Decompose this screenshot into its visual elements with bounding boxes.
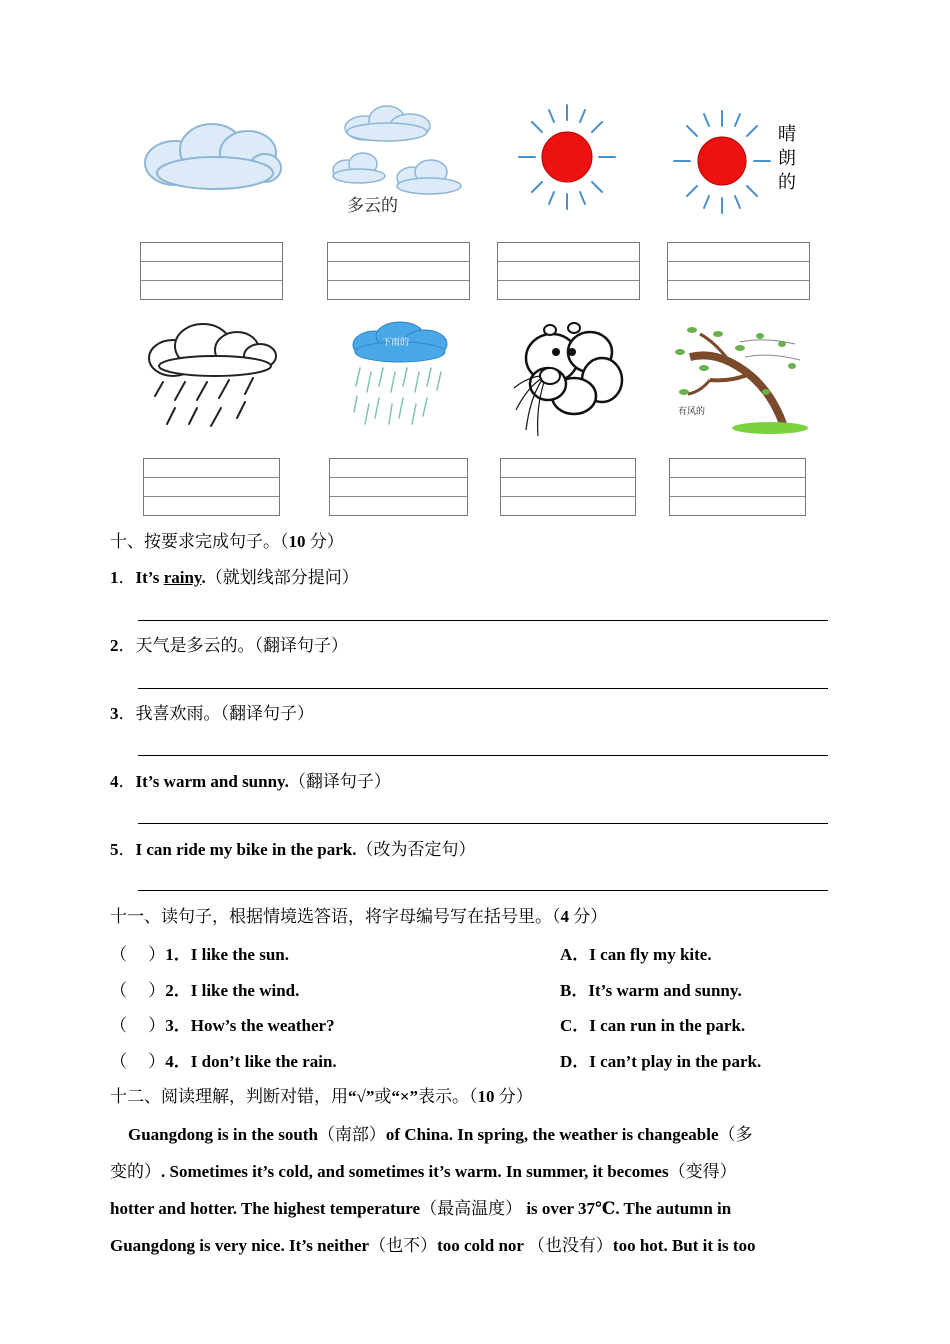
sunny-label-1: 晴	[778, 124, 796, 145]
answer-paren[interactable]: （ ）	[110, 1052, 166, 1071]
sun-picture	[517, 102, 617, 212]
writing-box-8[interactable]	[669, 458, 806, 516]
answer-paren[interactable]: （ ）	[110, 945, 166, 964]
reading-line-2: 变的）. Sometimes it’s cold, and sometimes it’s warm. In summer, it becomes（变得）	[110, 1162, 737, 1181]
section10-q3: 3．我喜欢雨。（翻译句子）	[110, 704, 314, 723]
answer-line-5[interactable]	[138, 890, 828, 891]
wind-face-picture	[512, 318, 627, 438]
section10-title: 十、按要求完成句子。（10 分）	[110, 532, 344, 551]
section11-question: （ ）1．I like the sun.	[110, 945, 289, 964]
cloudy-label: 多云的	[347, 196, 398, 216]
cloud-picture	[140, 118, 285, 198]
rainy-label: 下雨的	[382, 338, 410, 348]
answer-line-1[interactable]	[138, 620, 828, 621]
windy-tree-picture	[670, 322, 810, 434]
writing-box-2[interactable]	[327, 242, 470, 300]
answer-line-3[interactable]	[138, 755, 828, 756]
writing-box-1[interactable]	[140, 242, 283, 300]
sunny-label-3: 的	[778, 172, 796, 193]
section11-option: C．I can run in the park.	[560, 1016, 746, 1035]
section11-option: A．I can fly my kite.	[560, 945, 712, 964]
reading-line-4: Guangdong is very nice. It’s neither（也不）too cold nor （也没有）too hot. But it is too	[110, 1236, 756, 1255]
writing-box-5[interactable]	[143, 458, 280, 516]
writing-box-4[interactable]	[667, 242, 810, 300]
reading-line-3: hotter and hotter. The highest temperature（最高温度） is over 37℃. The autumn in	[110, 1199, 732, 1218]
rain-picture	[345, 320, 455, 440]
section10-q4: 4．It’s warm and sunny.（翻译句子）	[110, 772, 391, 791]
sunny-label-2: 朗	[778, 148, 796, 169]
section11-title: 十一、读句子，根据情境选答语，将字母编号写在括号里。（4 分）	[110, 907, 608, 926]
writing-box-3[interactable]	[497, 242, 640, 300]
rain-cloud-picture	[145, 320, 280, 430]
answer-paren[interactable]: （ ）	[110, 1016, 166, 1035]
section11-question: （ ）2．I like the wind.	[110, 981, 300, 1000]
section11-question: （ ）4．I don’t like the rain.	[110, 1052, 337, 1071]
section10-q1: 1．It’s rainy.（就划线部分提问）	[110, 568, 359, 587]
section10-q2: 2．天气是多云的。（翻译句子）	[110, 636, 348, 655]
section10-q5: 5．I can ride my bike in the park.（改为否定句）	[110, 840, 476, 859]
section12-title: 十二、阅读理解，判断对错，用“√”或“×”表示。（10 分）	[110, 1087, 533, 1106]
section11-option: D．I can’t play in the park.	[560, 1052, 762, 1071]
writing-box-7[interactable]	[500, 458, 636, 516]
answer-paren[interactable]: （ ）	[110, 981, 166, 1000]
section11-option: B．It’s warm and sunny.	[560, 981, 742, 1000]
windy-label: 有风的	[678, 407, 706, 417]
reading-line-1: Guangdong is in the south（南部）of China. In spring, the weather is changeable（多	[128, 1125, 753, 1144]
writing-box-6[interactable]	[329, 458, 468, 516]
answer-line-4[interactable]	[138, 823, 828, 824]
partly-cloudy-picture	[325, 100, 470, 225]
section11-question: （ ）3．How’s the weather?	[110, 1016, 335, 1035]
answer-line-2[interactable]	[138, 688, 828, 689]
